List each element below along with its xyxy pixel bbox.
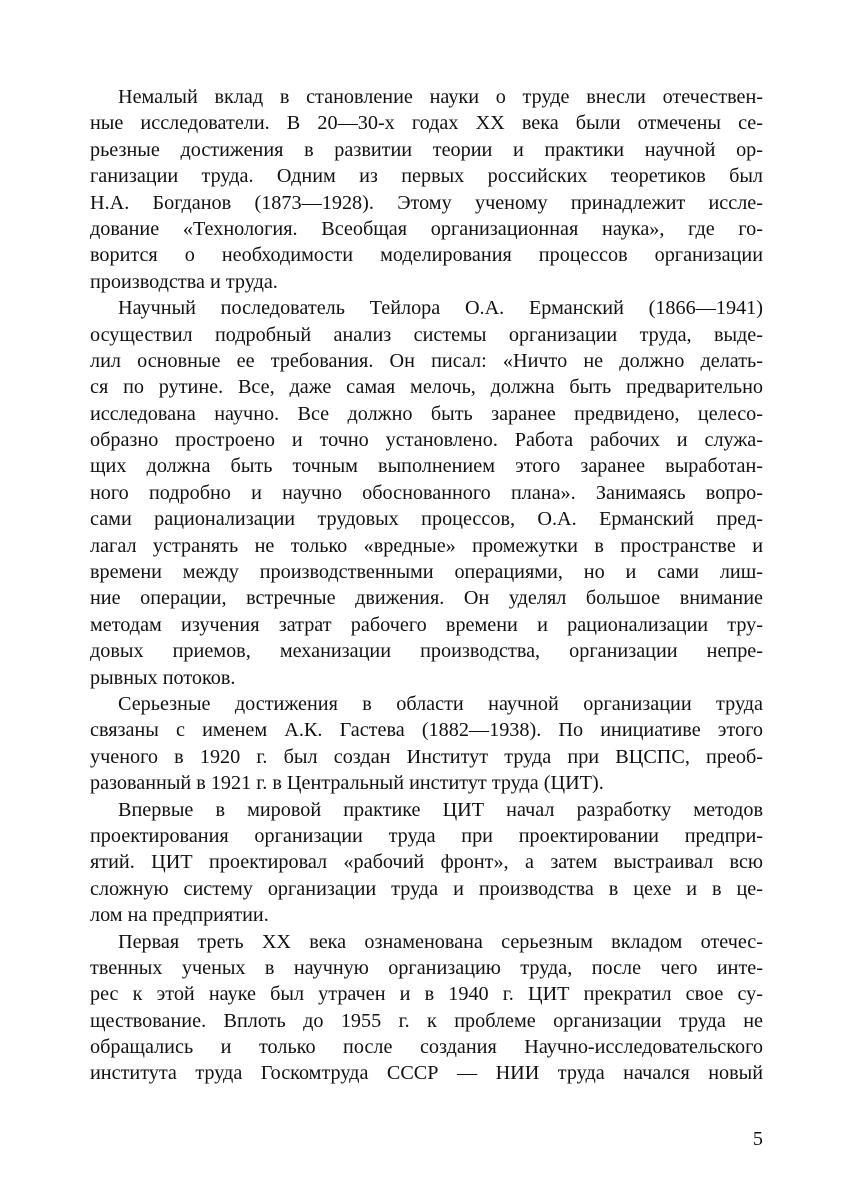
text-line: института труда Госкомтруда СССР — НИИ труда начался новый <box>90 1062 763 1085</box>
text-line: рывных потоков. <box>90 666 236 689</box>
text-line: образно простроено и точно установлено. Работа рабочих и служа- <box>90 429 763 452</box>
text-line: исследована научно. Все должно быть заранее предвидено, целесо- <box>90 402 763 425</box>
text-line: ятий. ЦИТ проектировал «рабочий фронт», а затем выстраивал всю <box>90 851 763 874</box>
text-line: методам изучения затрат рабочего времени и рационализации тру- <box>90 613 763 636</box>
text-line: осуществил подробный анализ системы организации труда, выде- <box>90 323 763 346</box>
text-line: Первая треть ХХ века ознаменована серьезным вкладом отечес- <box>118 930 763 953</box>
text-line: дование «Технология. Всеобщая организационная наука», где го- <box>90 217 763 240</box>
text-line: рес к этой науке был утрачен и в 1940 г. ЦИТ прекратил свое су- <box>90 983 763 1006</box>
text-line: ществование. Вплоть до 1955 г. к проблеме организации труда не <box>90 1009 763 1032</box>
text-line: лагал устранять не только «вредные» промежутки в пространстве и <box>90 534 763 557</box>
text-line: ганизации труда. Одним из первых российских теоретиков был <box>90 165 763 188</box>
text-line: производства и труда. <box>90 270 278 293</box>
text-line: проектирования организации труда при проектировании предпри- <box>90 824 763 847</box>
text-line: Н.А. Богданов (1873—1928). Этому ученому принадлежит иссле- <box>90 191 763 214</box>
paragraph-4 <box>90 797 763 929</box>
text-line: Серьезные достижения в области научной организации труда <box>118 692 763 715</box>
text-line: связаны с именем А.К. Гастева (1882—1938). По инициативе этого <box>90 719 763 742</box>
paragraph-2 <box>90 295 763 691</box>
text-line: разованный в 1921 г. в Центральный институт труда (ЦИТ). <box>90 772 604 795</box>
text-line: довых приемов, механизации производства, организации непре- <box>90 640 763 663</box>
text-line: рьезные достижения в развитии теории и практики научной ор- <box>90 138 763 161</box>
paragraph-3 <box>90 691 763 797</box>
text-line: ные исследователи. В 20—30-х годах ХХ века были отмечены се- <box>90 112 763 135</box>
page-number: 5 <box>752 1128 763 1150</box>
text-line: времени между производственными операциями, но и сами лиш- <box>90 561 763 584</box>
text-line: ние операции, встречные движения. Он уделял большое внимание <box>90 587 763 610</box>
text-line: ученого в 1920 г. был создан Институт труда при ВЦСПС, преоб- <box>90 745 763 768</box>
text-line: щих должна быть точным выполнением этого заранее выработан- <box>90 455 763 478</box>
text-line: ного подробно и научно обоснованного плана». Занимаясь вопро- <box>90 481 763 504</box>
page-text <box>90 84 763 1087</box>
text-line: Научный последователь Тейлора О.А. Ерманский (1866—1941) <box>118 297 763 320</box>
paragraph-1 <box>90 84 763 295</box>
text-line: обращались и только после создания Научно-исследовательского <box>90 1036 763 1059</box>
text-line: сами рационализации трудовых процессов, О.А. Ерманский пред- <box>90 508 763 531</box>
text-line: лом на предприятии. <box>90 904 269 927</box>
text-line: Немалый вклад в становление науки о труде внесли отечествен- <box>118 86 763 108</box>
text-line: Впервые в мировой практике ЦИТ начал разработку методов <box>118 798 763 821</box>
text-line: твенных ученых в научную организацию труда, после чего инте- <box>90 956 763 979</box>
text-line: лил основные ее требования. Он писал: «Ничто не должно делать- <box>90 349 763 372</box>
paragraph-5 <box>90 929 763 1087</box>
text-line: ворится о необходимости моделирования процессов организации <box>90 244 763 267</box>
text-line: сложную систему организации труда и производства в цехе и в це- <box>90 877 763 900</box>
text-line: ся по рутине. Все, даже самая мелочь, должна быть предварительно <box>90 376 763 399</box>
